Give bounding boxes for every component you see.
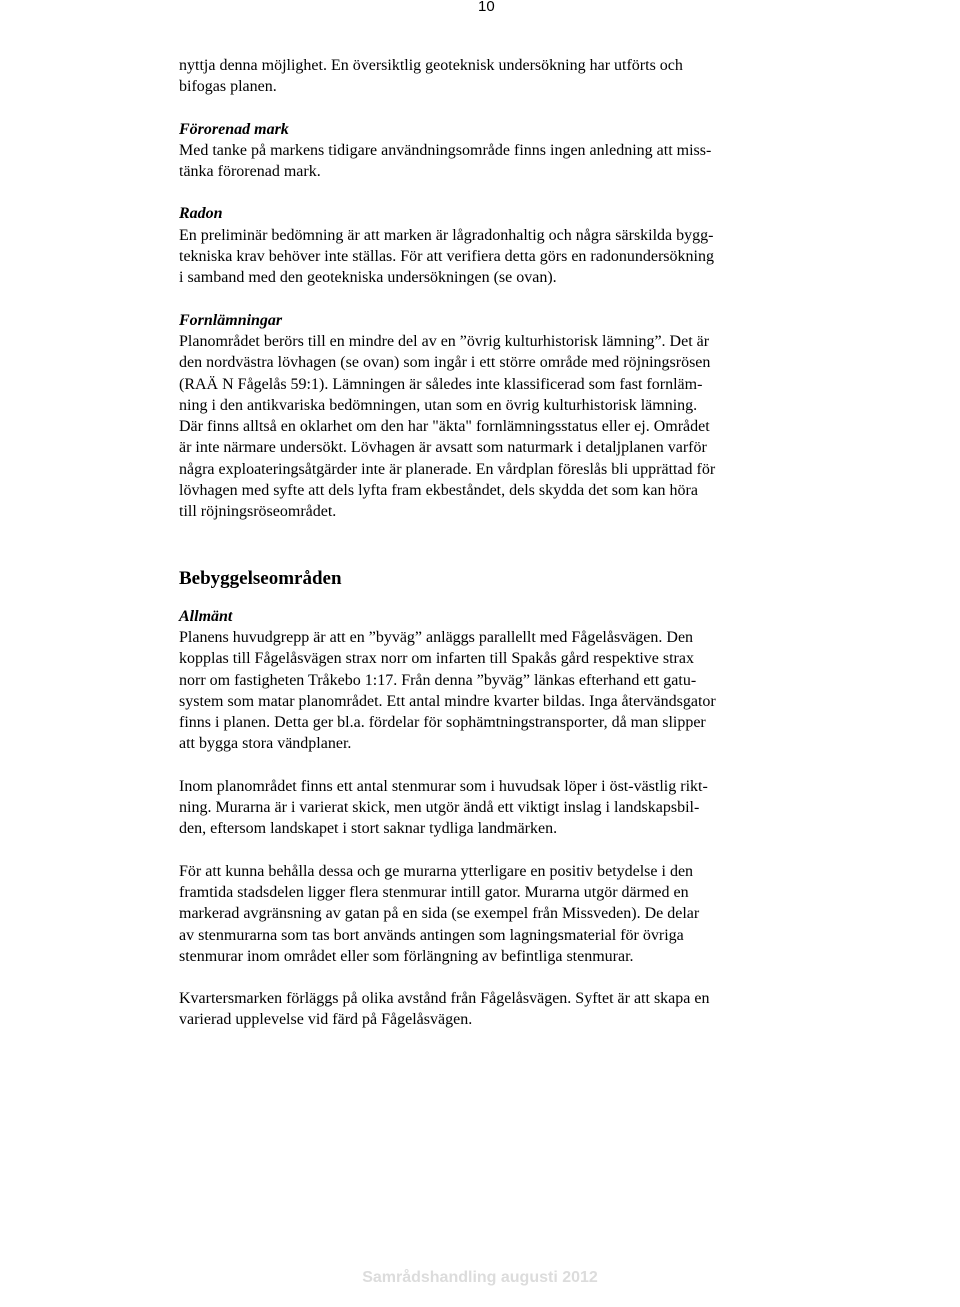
page-number: 10	[478, 0, 495, 15]
stenmurar-paragraph: Inom planområdet finns ett antal stenmurar som i huvudsak löper i öst-västlig rikt- ning. Murarna är i varierat skick, men utgör ändå ett viktigt inslag i landskapsbil- den, eftersom landskapet i stort saknar tydliga landmärken.	[179, 777, 708, 838]
document-body	[179, 55, 794, 1031]
section-title: Bebyggelseområden	[179, 567, 342, 589]
footer	[0, 1263, 960, 1297]
footer-text: Samrådshandling augusti 2012	[362, 1269, 598, 1286]
radon-paragraph: En preliminär bedömning är att marken är lågradonhaltig och några särskilda bygg- tekniska krav behöver inte ställas. För att verifiera detta görs en radonundersökning i samband med den geotekniska undersökningen (se ovan).	[179, 226, 714, 287]
allmant-heading: Allmänt	[179, 607, 233, 625]
intro-paragraph: nyttja denna möjlighet. En översiktlig geoteknisk undersökning har utförts och bifogas planen.	[179, 57, 683, 96]
behalla-murar-paragraph: För att kunna behålla dessa och ge murarna ytterligare en positiv betydelse i den framtida stadsdelen ligger flera stenmurar intill gator. Murarna utgör därmed en markerad avgränsning av gatan på en sida (se exempel från Missveden). De delar av stenmurarna som tas bort används antingen som lagningsmaterial för övriga stenmurar inom området eller som förlängning av befintliga stenmurar.	[179, 862, 700, 965]
fororenad-mark-paragraph: Med tanke på markens tidigare användningsområde finns ingen anledning att miss- tänka förorenad mark.	[179, 141, 712, 181]
fororenad-mark-heading: Förorenad mark	[179, 120, 289, 138]
fornlamningar-heading: Fornlämningar	[179, 311, 283, 329]
fornlamningar-paragraph: Planområdet berörs till en mindre del av en ”övrig kulturhistorisk lämning”. Det är den nordvästra lövhagen (se ovan) som ingår i ett större område med röjningsrösen (RAÄ N Fågelås 59:1). Lämningen är således inte klassificerad som fast fornläm- ning i den antikvariska bedömningen, utan som en övrig kulturhistorisk lämning. Där finns alltså en oklarhet om den har "äkta" fornlämningsstatus eller ej. Området är inte närmare undersökt. Lövhagen är avsatt som naturmark i detaljplanen varför några exploateringsåtgärder inte är planerade. En vårdplan föreslås bli upprättad för lövhagen med syfte att dels lyfta fram ekbeståndet, dels skydda det som kan höra till röjningsröseområdet.	[179, 332, 716, 521]
allmant-paragraph: Planens huvudgrepp är att en ”byväg” anläggs parallellt med Fågelåsvägen. Den kopplas till Fågelåsvägen strax norr om infarten till Spakås gård respektive strax norr om fastigheten Tråkebo 1:17. Från denna ”byväg” länkas efterhand ett gatu- system som matar planområdet. Ett antal mindre kvarter bildas. Inga återvändsgator finns i planen. Detta ger bl.a. fördelar för sophämtningstransporter, då man slipper att bygga stora vändplaner.	[179, 628, 716, 753]
radon-heading: Radon	[179, 205, 223, 223]
kvartersmark-paragraph: Kvartersmarken förläggs på olika avstånd från Fågelåsvägen. Syftet är att skapa en varierad upplevelse vid färd på Fågelåsvägen.	[179, 990, 710, 1029]
